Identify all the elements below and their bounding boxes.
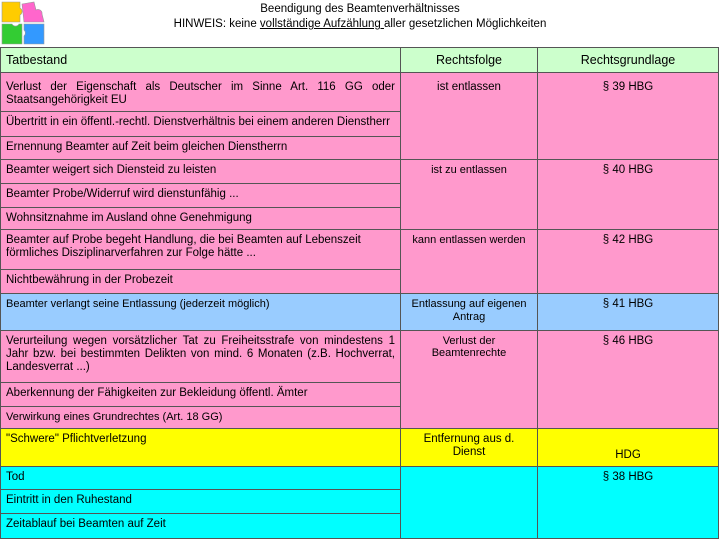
cell-ernennung: Ernennung Beamter auf Zeit beim gleichen Dienstherrn	[1, 136, 401, 159]
cell-tod: Tod	[1, 467, 401, 489]
termination-table	[0, 47, 719, 539]
page-subtitle	[0, 18, 720, 30]
cell-probe-handlung: Beamter auf Probe begeht Handlung, die bei Beamten auf Lebenszeit förmliches Disziplinarverfahren zur Folge hätte ...	[1, 230, 401, 270]
table-row	[1, 467, 719, 489]
header-row	[1, 48, 719, 73]
cell-aberkennung: Aberkennung der Fähigkeiten zur Bekleidung öffentl. Ämter	[1, 382, 401, 406]
table-row	[1, 330, 719, 382]
cell-rechtsfolge-empty	[401, 467, 538, 539]
table-row	[1, 294, 719, 330]
page-title: Beendigung des Beamtenverhältnisses	[260, 3, 460, 15]
table-row	[1, 159, 719, 183]
cell-ist-entlassen: ist entlassen	[401, 73, 538, 160]
cell-dienstunfaehig: Beamter Probe/Widerruf wird dienstunfähig ...	[1, 183, 401, 207]
subtitle-suffix: aller gesetzlichen Möglichkeiten	[383, 18, 547, 30]
cell-hbg41: § 41 HBG	[538, 294, 719, 330]
cell-nichtbewaehrung: Nichtbewährung in der Probezeit	[1, 270, 401, 294]
cell-hdg: HDG	[538, 429, 719, 467]
cell-wohnsitz: Wohnsitznahme im Ausland ohne Genehmigung	[1, 207, 401, 229]
cell-verwirkung: Verwirkung eines Grundrechtes (Art. 18 GG)	[1, 407, 401, 429]
cell-verlust-eigenschaft: Verlust der Eigenschaft als Deutscher im Sinne Art. 116 GG oder Staatsangehörigkeit EU	[1, 73, 401, 112]
cell-hbg38: § 38 HBG	[538, 467, 719, 539]
cell-hbg39: § 39 HBG	[538, 73, 719, 160]
cell-hbg40: § 40 HBG	[538, 159, 719, 229]
cell-ruhestand: Eintritt in den Ruhestand	[1, 489, 401, 513]
subtitle-underlined: vollständige Aufzählung	[259, 18, 384, 30]
column-header-rechtsfolge: Rechtsfolge	[401, 48, 538, 73]
column-header-rechtsgrundlage: Rechtsgrundlage	[538, 48, 719, 73]
cell-kann-entlassen: kann entlassen werden	[401, 230, 538, 294]
table-row	[1, 73, 719, 112]
cell-entlassung-antrag: Entlassung auf eigenen Antrag	[401, 294, 538, 330]
cell-hbg42: § 42 HBG	[538, 230, 719, 294]
cell-hbg46: § 46 HBG	[538, 330, 719, 429]
column-header-tatbestand: Tatbestand	[1, 48, 401, 73]
cell-entfernung: Entfernung aus d. Dienst	[401, 429, 538, 467]
cell-entlassung-verlangt: Beamter verlangt seine Entlassung (jederzeit möglich)	[1, 294, 401, 330]
cell-diensteid: Beamter weigert sich Diensteid zu leisten	[1, 159, 401, 183]
cell-ist-zu-entlassen: ist zu entlassen	[401, 159, 538, 229]
subtitle-prefix: HINWEIS: keine	[173, 18, 260, 30]
table-row	[1, 429, 719, 467]
cell-zeitablauf: Zeitablauf bei Beamten auf Zeit	[1, 513, 401, 538]
cell-pflichtverletzung: "Schwere" Pflichtverletzung	[1, 429, 401, 467]
cell-verurteilung: Verurteilung wegen vorsätzlicher Tat zu Freiheitsstrafe von mindestens 1 Jahr bzw. bei bestimmten Delikten von mind. 6 Monaten (z.B. Hochverrat, Landesverrat ...)	[1, 330, 401, 382]
table-row	[1, 230, 719, 270]
cell-verlust-rechte: Verlust der Beamtenrechte	[401, 330, 538, 429]
cell-uebertritt: Übertritt in ein öffentl.-rechtl. Dienstverhältnis bei einem anderen Dienstherr	[1, 112, 401, 136]
